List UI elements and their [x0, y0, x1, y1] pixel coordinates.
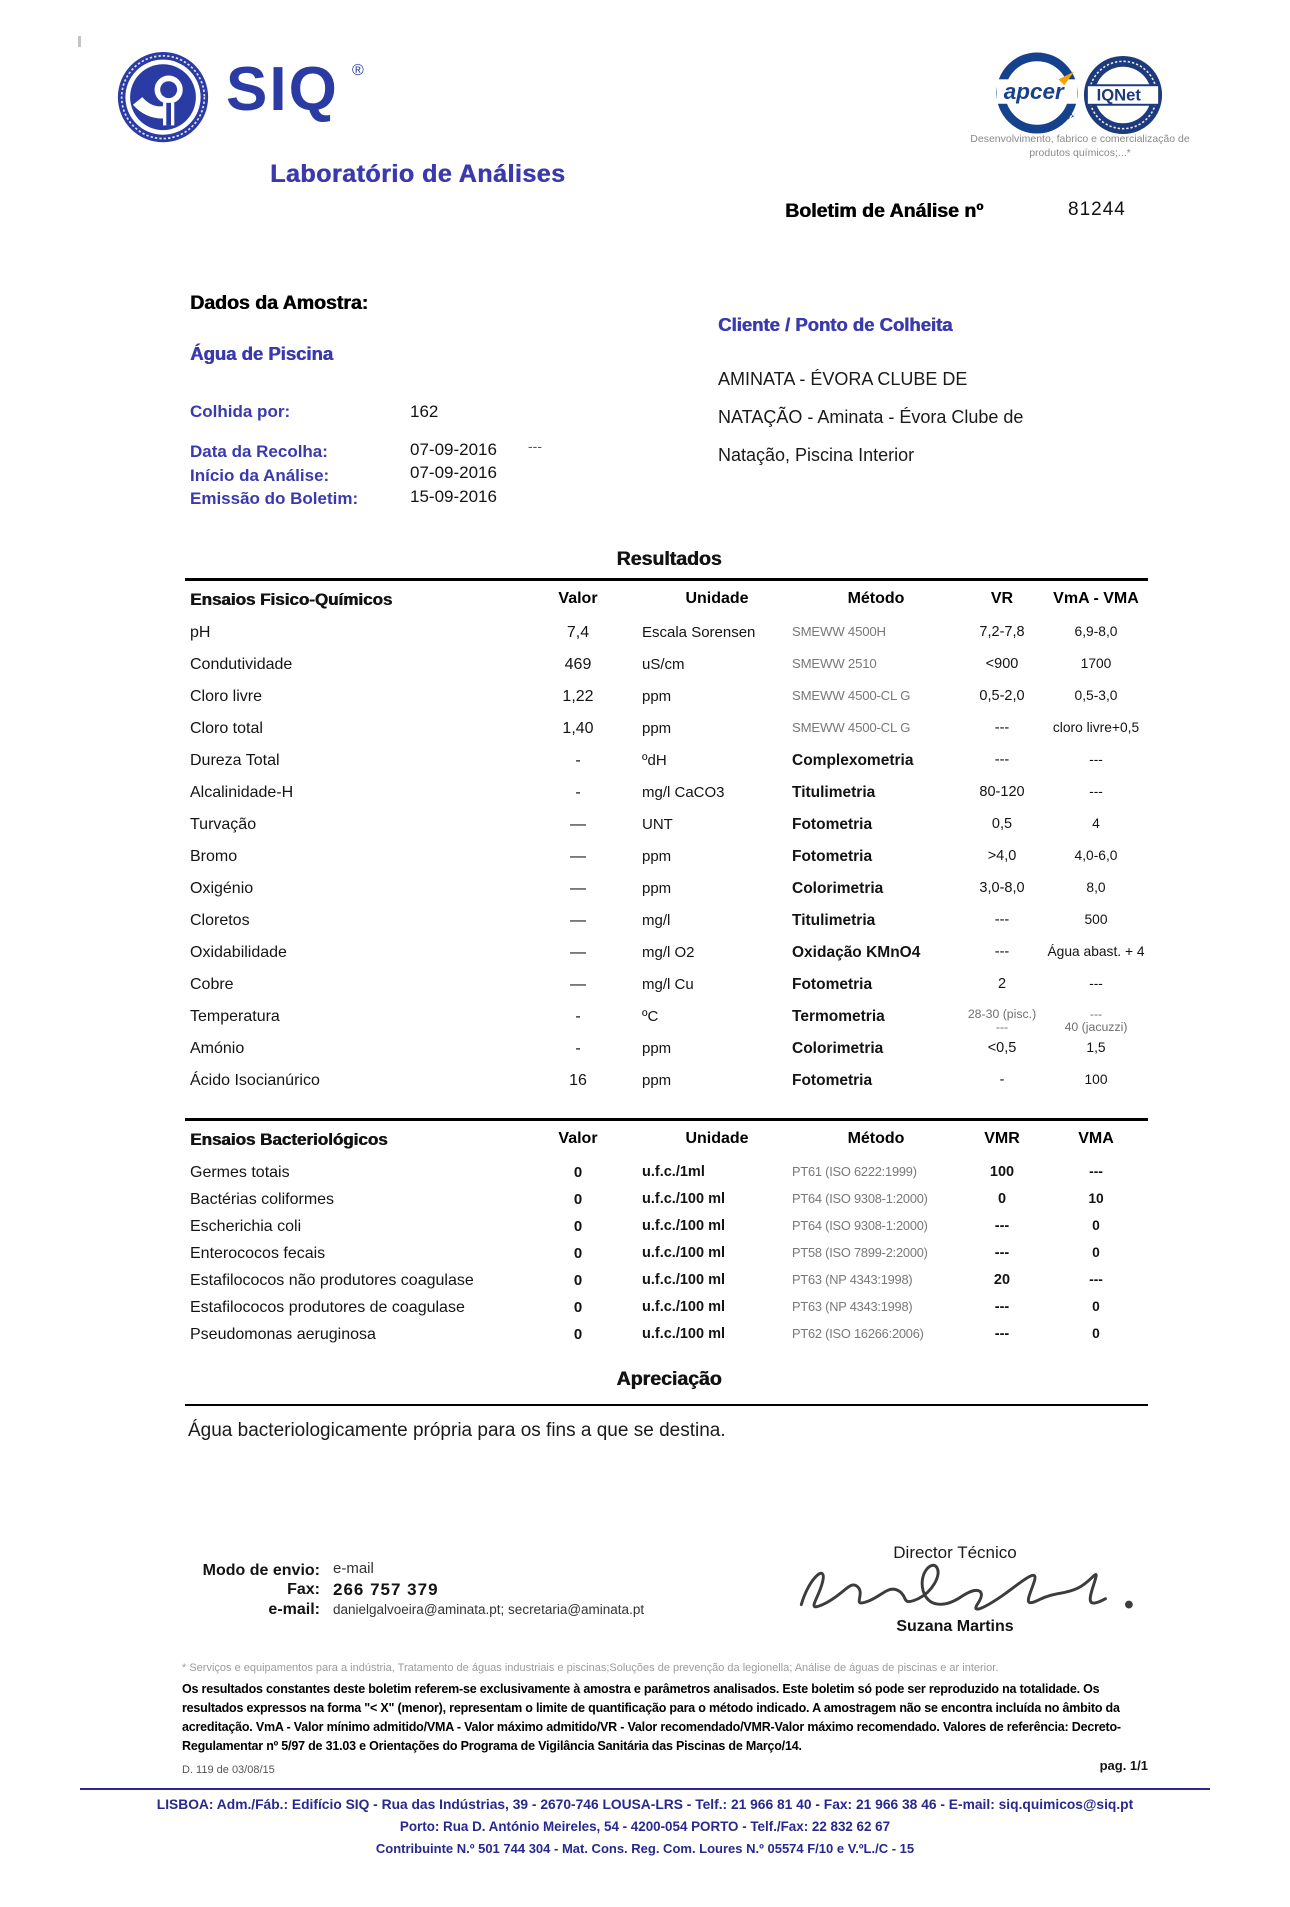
- cell-unidade: ppm: [642, 880, 672, 897]
- cell-parameter: Enterococos fecais: [190, 1245, 326, 1262]
- cell-parameter: Estafilococos produtores de coagulase: [190, 1299, 465, 1316]
- cell-metodo: Fotometria: [792, 848, 873, 865]
- client-address: [718, 360, 1118, 474]
- cell-metodo: Fotometria: [792, 816, 873, 833]
- cell-vma: 0: [1092, 1299, 1100, 1314]
- footer-blue-rule: [80, 1788, 1210, 1790]
- cell-vma: ---: [1089, 976, 1103, 991]
- cell-vr: -: [999, 1072, 1005, 1088]
- table-row: [190, 816, 1148, 848]
- cell-metodo: Titulimetria: [792, 784, 876, 801]
- table-header-row: [190, 1130, 1148, 1150]
- cell-unidade: mg/l: [642, 912, 671, 929]
- dispatch-value-fax: 266 757 379: [333, 1580, 439, 1599]
- lab-title: Laboratório de Análises: [270, 160, 566, 188]
- cell-vma: 4,0-6,0: [1074, 848, 1118, 863]
- cell-vma-line2: 40 (jacuzzi): [1064, 1020, 1128, 1034]
- apcer-iso-text: ISO 9001: [1040, 108, 1076, 135]
- client-line-1: AMINATA - ÉVORA CLUBE DE: [718, 369, 968, 389]
- physico-table: [190, 624, 1148, 1104]
- cell-unidade: u.f.c./100 ml: [642, 1326, 726, 1342]
- field-value-data-recolha: 07-09-2016: [410, 440, 497, 459]
- cell-vr: 20: [993, 1272, 1011, 1288]
- cell-valor: —: [570, 976, 586, 993]
- rule-under-appraisal: [185, 1404, 1148, 1406]
- cell-vr: ---: [994, 1326, 1010, 1342]
- header-ensaios: Ensaios Fisico-Químicos: [190, 590, 393, 609]
- cell-vr: ---: [994, 1245, 1010, 1261]
- cell-parameter: Oxidabilidade: [190, 944, 287, 961]
- cell-vma: 0,5-3,0: [1074, 688, 1118, 703]
- cell-metodo: Complexometria: [792, 752, 914, 769]
- header-vr: VR: [990, 590, 1014, 607]
- cell-valor: -: [575, 784, 581, 801]
- footer-address-line2: Porto: Rua D. António Meireles, 54 - 4200-054 PORTO - Telf./Fax: 22 832 62 67: [399, 1819, 891, 1834]
- cell-valor: 0: [573, 1326, 583, 1343]
- cell-vma: cloro livre+0,5: [1052, 720, 1140, 735]
- cell-unidade: mg/l Cu: [642, 976, 694, 993]
- cell-vma: 6,9-8,0: [1074, 624, 1118, 639]
- table-row: [190, 1164, 1148, 1191]
- cell-vma: 100: [1084, 1072, 1108, 1087]
- cell-metodo: Termometria: [792, 1008, 885, 1025]
- table-row: [190, 1040, 1148, 1072]
- cell-valor: 0: [573, 1164, 583, 1181]
- cell-unidade: mg/l O2: [642, 944, 695, 961]
- cell-parameter: Bactérias coliformes: [190, 1191, 335, 1208]
- cell-valor: -: [575, 752, 581, 769]
- cell-vr: ---: [994, 944, 1010, 960]
- cell-vma: 0: [1092, 1245, 1100, 1260]
- bulletin-label: Boletim de Análise nº: [785, 200, 984, 222]
- header-ensaios: Ensaios Bacteriológicos: [190, 1130, 388, 1149]
- footer-address-line3: Contribuinte N.º 501 744 304 - Mat. Cons. Reg. Com. Loures N.º 05574 F/10 e V.ºL./C - 15: [375, 1841, 915, 1856]
- scan-artifact: [78, 36, 81, 47]
- client-section-title: Cliente / Ponto de Colheita: [718, 314, 953, 335]
- cell-unidade: ppm: [642, 1072, 672, 1089]
- cell-vma: 4: [1092, 816, 1100, 831]
- header-unidade: Unidade: [685, 590, 749, 607]
- footer-address-line1: LISBOA: Adm./Fáb.: Edifício SIQ - Rua das Indústrias, 39 - 2670-746 LOUSA-LRS - Telf.: 21 966 81 40 - Fax: 21 966 38 46 - E-mail: siq.quimicos@siq.pt: [156, 1797, 1134, 1812]
- cell-valor: —: [570, 944, 586, 961]
- cell-valor: —: [570, 912, 586, 929]
- appraisal-text: Água bacteriologicamente própria para os fins a que se destina.: [188, 1420, 726, 1441]
- cell-parameter: Germes totais: [190, 1164, 290, 1181]
- cell-metodo: PT63 (NP 4343:1998): [792, 1299, 913, 1314]
- cell-metodo: PT64 (ISO 9308-1:2000): [792, 1218, 928, 1233]
- cell-vma: 500: [1084, 912, 1108, 927]
- field-label-emissao-boletim: Emissão do Boletim:: [190, 489, 359, 508]
- header-metodo: Método: [847, 590, 905, 607]
- iqnet-text: IQNet: [1096, 85, 1141, 105]
- footer-services-note: * Serviços e equipamentos para a indústria, Tratamento de águas industriais e piscinas;Soluções de prevenção da legionella; Análise de águas de piscinas e ar interior.: [182, 1662, 999, 1674]
- cell-vr: 0,5: [991, 816, 1013, 832]
- table-row: [190, 720, 1148, 752]
- cell-vr: 7,2-7,8: [979, 624, 1025, 640]
- header-vma: VMA: [1078, 1130, 1114, 1147]
- physico-table-header: [190, 590, 1148, 610]
- cell-vr-line2: ---: [995, 1020, 1009, 1034]
- table-header-row: [190, 590, 1148, 610]
- cell-metodo: Fotometria: [792, 1072, 873, 1089]
- cell-unidade: ppm: [642, 720, 672, 737]
- header-unidade: Unidade: [685, 1130, 749, 1147]
- table-row: [190, 1245, 1148, 1272]
- dispatch-value-modo: e-mail: [333, 1560, 374, 1577]
- table-row: [190, 784, 1148, 816]
- cell-valor: 0: [573, 1218, 583, 1235]
- cell-unidade: ºdH: [642, 752, 667, 769]
- cell-unidade: ºC: [642, 1008, 659, 1025]
- field-value-colhida-por: 162: [410, 402, 439, 421]
- cell-parameter: Turvação: [190, 816, 257, 833]
- cell-vma: [1044, 1008, 1148, 1034]
- cell-metodo: PT62 (ISO 16266:2006): [792, 1326, 924, 1341]
- cell-vma: ---: [1089, 752, 1103, 767]
- cell-valor: 7,4: [566, 624, 590, 641]
- cell-parameter: Cobre: [190, 976, 234, 993]
- cell-vr: >4,0: [987, 848, 1017, 864]
- cell-metodo: SMEWW 4500H: [792, 624, 886, 639]
- cell-unidade: Escala Sorensen: [642, 624, 756, 641]
- rule-above-bacterio: [185, 1118, 1148, 1121]
- header-vma: VmA - VMA: [1053, 590, 1139, 607]
- cell-vr: 0,5-2,0: [979, 688, 1025, 704]
- appraisal-title: Apreciação: [616, 1368, 722, 1390]
- cell-valor: 0: [573, 1191, 583, 1208]
- cell-vr: 2: [997, 976, 1007, 992]
- header-valor: Valor: [558, 590, 598, 607]
- cell-vr: [960, 1008, 1044, 1034]
- cell-valor: 16: [569, 1072, 587, 1089]
- cell-vma: ---: [1089, 1272, 1103, 1287]
- cell-vr: 100: [989, 1164, 1015, 1180]
- cert-caption: [955, 133, 1205, 160]
- siq-logo-emblem: [116, 44, 210, 156]
- cell-vma: ---: [1089, 1164, 1103, 1179]
- signature-name: Suzana Martins: [896, 1618, 1014, 1635]
- field-label-data-recolha: Data da Recolha:: [190, 442, 328, 461]
- cell-metodo: PT61 (ISO 6222:1999): [792, 1164, 917, 1179]
- cell-parameter: Oxigénio: [190, 880, 254, 897]
- signature-title: Director Técnico: [893, 1543, 1017, 1562]
- table-row: [190, 1299, 1148, 1326]
- cell-parameter: Cloro livre: [190, 688, 263, 705]
- cell-vma: 8,0: [1086, 880, 1106, 895]
- header-metodo: Método: [847, 1130, 905, 1147]
- cell-vr: ---: [994, 1218, 1010, 1234]
- cell-valor: —: [570, 880, 586, 897]
- cell-valor: —: [570, 816, 586, 833]
- table-row: [190, 1191, 1148, 1218]
- cell-vr: ---: [994, 1299, 1010, 1315]
- cell-unidade: u.f.c./100 ml: [642, 1272, 726, 1288]
- cell-metodo: SMEWW 4500-CL G: [792, 720, 911, 735]
- apcer-logo: [995, 50, 1079, 136]
- siq-logo: [116, 44, 210, 156]
- cell-parameter: Cloro total: [190, 720, 263, 737]
- dispatch-label-email: e-mail:: [268, 1601, 320, 1618]
- cell-vr: <900: [985, 656, 1019, 672]
- header-valor: Valor: [558, 1130, 598, 1147]
- cell-valor: -: [575, 1040, 581, 1057]
- bacterio-table: [190, 1164, 1148, 1353]
- table-row: [190, 1218, 1148, 1245]
- dispatch-label-modo: Modo de envio:: [202, 1562, 320, 1579]
- cell-valor: 469: [564, 656, 592, 673]
- cell-parameter: Alcalinidade-H: [190, 784, 294, 801]
- cell-valor: —: [570, 848, 586, 865]
- cell-metodo: Fotometria: [792, 976, 873, 993]
- cell-metodo: Oxidação KMnO4: [792, 944, 921, 961]
- client-line-2: NATAÇÃO - Aminata - Évora Clube de: [718, 407, 1024, 427]
- field-label-inicio-analise: Início da Análise:: [190, 466, 330, 485]
- results-title: Resultados: [616, 548, 722, 570]
- table-row: [190, 688, 1148, 720]
- field-value-inicio-analise: 07-09-2016: [410, 463, 497, 482]
- footer-address-block: [145, 1794, 1145, 1860]
- cell-unidade: u.f.c./100 ml: [642, 1191, 726, 1207]
- cell-metodo: Titulimetria: [792, 912, 876, 929]
- cell-metodo: SMEWW 2510: [792, 656, 877, 671]
- cell-metodo: PT63 (NP 4343:1998): [792, 1272, 913, 1287]
- cert-caption-line2: produtos químicos;...*: [1029, 146, 1131, 159]
- cell-parameter: Escherichia coli: [190, 1218, 302, 1235]
- table-row: [190, 1326, 1148, 1353]
- bulletin-number: 81244: [1068, 199, 1126, 220]
- cell-parameter: pH: [190, 624, 211, 641]
- table-row: [190, 656, 1148, 688]
- header-vr: VMR: [984, 1130, 1020, 1147]
- field-value-emissao-boletim: 15-09-2016: [410, 487, 497, 506]
- cell-unidade: u.f.c./100 ml: [642, 1245, 726, 1261]
- cell-parameter: Temperatura: [190, 1008, 280, 1025]
- field-label-colhida-por: Colhida por:: [190, 402, 291, 421]
- cell-parameter: Pseudomonas aeruginosa: [190, 1326, 376, 1343]
- footer-disclaimer: Os resultados constantes deste boletim referem-se exclusivamente à amostra e parâmetros analisados. Este boletim só pode ser reproduzido na totalidade. Os resultados expressos na forma "< X" (menor), representam o limite de quantificação para o método indicado. A amostragem não se encontra incluída no âmbito da acreditação. VmA - Valor mínimo admitido/VMA - Valor máximo admitido/VR - Valor recomendado/VMR-Valor máximo recomendado. Valores de referência: Decreto-Regulamentar nº 5/97 de 31.03 e Orientações do Programa de Vigilância Sanitária das Piscinas de Março/14.: [182, 1682, 1121, 1753]
- cell-vr: <0,5: [987, 1040, 1017, 1056]
- iqnet-logo: [1082, 53, 1164, 137]
- cell-valor: 0: [573, 1299, 583, 1316]
- cell-parameter: Ácido Isocianúrico: [190, 1072, 320, 1089]
- cell-parameter: Condutividade: [190, 656, 293, 673]
- cell-vr: ---: [994, 912, 1010, 928]
- footer-doc-ref: D. 119 de 03/08/15: [182, 1764, 275, 1776]
- signature-scribble: [788, 1548, 1150, 1626]
- client-line-3: Natação, Piscina Interior: [718, 445, 915, 465]
- cell-vr: 80-120: [979, 784, 1025, 800]
- cell-metodo: Colorimetria: [792, 1040, 884, 1057]
- registered-mark: ®: [352, 62, 364, 79]
- table-row: [190, 624, 1148, 656]
- bacterio-table-header: [190, 1130, 1148, 1150]
- cell-unidade: UNT: [642, 816, 673, 833]
- cell-vma: 0: [1092, 1218, 1100, 1233]
- cell-metodo: PT58 (ISO 7899-2:2000): [792, 1245, 928, 1260]
- cell-parameter: Amónio: [190, 1040, 245, 1057]
- rule-under-results: [185, 578, 1148, 581]
- cell-vr: ---: [994, 752, 1010, 768]
- cell-unidade: u.f.c./1ml: [642, 1164, 705, 1180]
- table-row: [190, 912, 1148, 944]
- siq-logo-text: SIQ: [226, 55, 339, 124]
- table-row: [190, 880, 1148, 912]
- cell-vma: Água abast. + 4: [1047, 944, 1145, 959]
- cell-metodo: PT64 (ISO 9308-1:2000): [792, 1191, 928, 1206]
- cell-unidade: ppm: [642, 688, 672, 705]
- cell-metodo: Colorimetria: [792, 880, 884, 897]
- cell-vma: 0: [1092, 1326, 1100, 1341]
- cell-vma: 10: [1088, 1191, 1104, 1206]
- sample-type: Água de Piscina: [190, 343, 333, 364]
- cell-unidade: mg/l CaCO3: [642, 784, 725, 801]
- cell-parameter: Estafilococos não produtores coagulase: [190, 1272, 474, 1289]
- sample-section-title: Dados da Amostra:: [190, 292, 369, 314]
- cell-parameter: Bromo: [190, 848, 238, 865]
- cell-parameter: Dureza Total: [190, 752, 280, 769]
- table-row: [190, 944, 1148, 976]
- cell-vr: 3,0-8,0: [979, 880, 1025, 896]
- cell-vr: ---: [994, 720, 1010, 736]
- cell-unidade: ppm: [642, 1040, 672, 1057]
- dispatch-label-fax: Fax:: [287, 1581, 320, 1598]
- table-row: [190, 1272, 1148, 1299]
- cell-unidade: u.f.c./100 ml: [642, 1218, 726, 1234]
- cell-vr-line1: 28-30 (pisc.): [967, 1007, 1037, 1021]
- table-row: [190, 1008, 1148, 1040]
- apcer-text: apcer: [1003, 78, 1064, 104]
- dispatch-value-email: danielgalvoeira@aminata.pt; secretaria@aminata.pt: [333, 1602, 645, 1617]
- cell-vma: 1700: [1080, 656, 1112, 671]
- cell-vma-line1: ---: [1089, 1007, 1103, 1021]
- footer-page-number: pag. 1/1: [1099, 1758, 1148, 1773]
- cell-unidade: uS/cm: [642, 656, 685, 673]
- cell-valor: 1,22: [562, 688, 594, 705]
- cell-metodo: SMEWW 4500-CL G: [792, 688, 911, 703]
- cell-vr: 0: [997, 1191, 1007, 1207]
- cell-valor: -: [575, 1008, 581, 1025]
- cert-caption-line1: Desenvolvimento, fabrico e comercialização de: [970, 133, 1190, 145]
- cell-valor: 1,40: [562, 720, 594, 737]
- cell-valor: 0: [573, 1272, 583, 1289]
- cell-parameter: Cloretos: [190, 912, 250, 929]
- cell-vma: ---: [1089, 784, 1103, 799]
- cell-unidade: u.f.c./100 ml: [642, 1299, 726, 1315]
- table-row: [190, 1072, 1148, 1104]
- cell-valor: 0: [573, 1245, 583, 1262]
- table-row: [190, 848, 1148, 880]
- cell-unidade: ppm: [642, 848, 672, 865]
- cell-vma: 1,5: [1086, 1040, 1106, 1055]
- table-row: [190, 976, 1148, 1008]
- table-row: [190, 752, 1148, 784]
- field-extra-data-recolha: ---: [528, 438, 542, 454]
